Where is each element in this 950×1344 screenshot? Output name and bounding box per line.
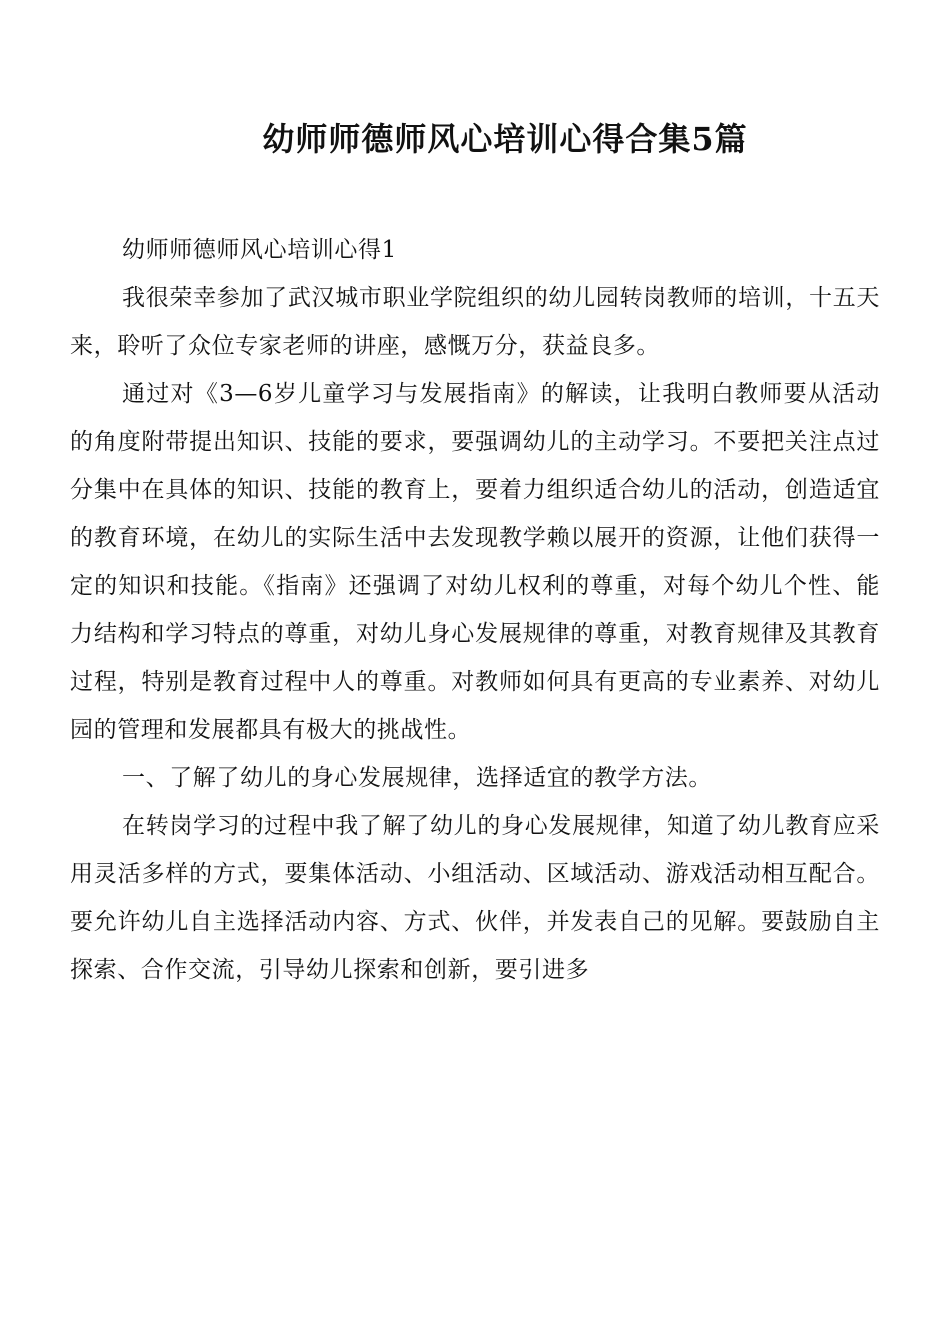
document-title: 幼师师德师风心培训心得合集5篇 [262,120,748,159]
paragraph: 我很荣幸参加了武汉城市职业学院组织的幼儿园转岗教师的培训，十五天来，聆听了众位专家老师的讲座，感慨万分，获益良多。 [70,285,880,359]
paragraph: 通过对《3—6岁儿童学习与发展指南》的解读，让我明白教师要从活动的角度附带提出知识、技能的要求，要强调幼儿的主动学习。不要把关注点过分集中在具体的知识、技能的教育上，要着力组织适合幼儿的活动，创造适宜的教育环境，在幼儿的实际生活中去发现教学赖以展开的资源，让他们获得一定的知识和技能。《指南》还强调了对幼儿权利的尊重，对每个幼儿个性、能力结构和学习特点的尊重，对幼儿身心发展规律的尊重，对教育规律及其教育过程，特别是教育过程中人的尊重。对教师如何具有更高的专业素养、对幼儿园的管理和发展都具有极大的挑战性。 [70,381,880,743]
document-body [70,226,880,994]
paragraph: 在转岗学习的过程中我了解了幼儿的身心发展规律，知道了幼儿教育应采用灵活多样的方式，要集体活动、小组活动、区域活动、游戏活动相互配合。要允许幼儿自主选择活动内容、方式、伙伴，并发表自己的见解。要鼓励自主探索、合作交流，引导幼儿探索和创新，要引进多 [70,813,880,983]
paragraph-heading: 一、了解了幼儿的身心发展规律，选择适宜的教学方法。 [122,765,712,791]
paragraph-subtitle: 幼师师德师风心培训心得1 [122,237,397,263]
